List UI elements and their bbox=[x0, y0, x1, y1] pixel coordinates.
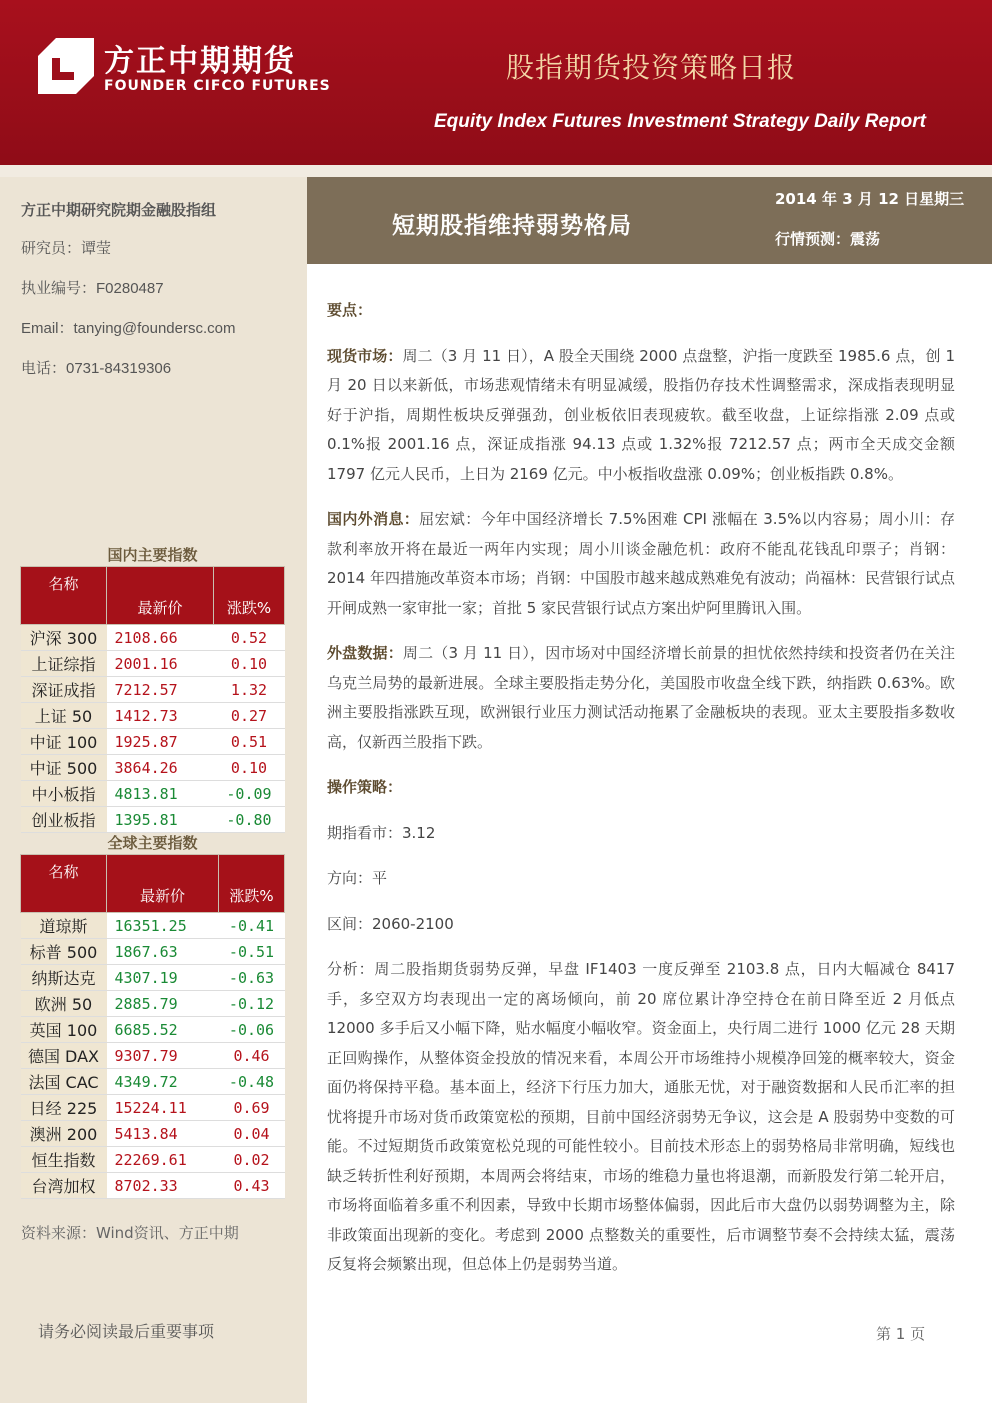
index-change: 0.04 bbox=[219, 1121, 285, 1147]
spot-label: 现货市场： bbox=[327, 346, 403, 365]
index-price: 7212.57 bbox=[107, 677, 214, 703]
index-change: 0.51 bbox=[213, 729, 284, 755]
table-row bbox=[21, 1173, 285, 1199]
email[interactable]: Email：tanying@foundersc.com bbox=[21, 320, 236, 337]
report-title-en: Equity Index Futures Investment Strategy Daily Report bbox=[434, 111, 926, 132]
index-price: 6685.52 bbox=[107, 1017, 219, 1043]
index-name: 标普 500 bbox=[21, 939, 107, 965]
table-row bbox=[21, 1147, 285, 1173]
report-headline: 短期股指维持弱势格局 bbox=[392, 213, 632, 239]
table-row bbox=[21, 781, 285, 807]
table-row bbox=[21, 625, 285, 651]
index-name: 深证成指 bbox=[21, 677, 107, 703]
index-price: 4349.72 bbox=[107, 1069, 219, 1095]
index-price: 2885.79 bbox=[107, 991, 219, 1017]
license-number: 执业编号：F0280487 bbox=[21, 280, 164, 297]
table-row bbox=[21, 1043, 285, 1069]
domestic-index-table bbox=[20, 566, 285, 833]
index-change: -0.51 bbox=[219, 939, 285, 965]
index-name: 恒生指数 bbox=[21, 1147, 107, 1173]
index-change: -0.12 bbox=[219, 991, 285, 1017]
index-name: 中小板指 bbox=[21, 781, 107, 807]
spot-text: 周二（3 月 11 日），A 股全天围绕 2000 点盘整，沪指一度跌至 1985.6 点，创 1 月 20 日以来新低，市场悲观情绪未有明显减缓，股指仍存技术性调整需求，深成指表现明显好于沪指，周期性板块反弹强劲，创业板依旧表现疲软。截至收盘，上证综指涨 2.09 点或 0.1%报 2001.16 点，深证成指涨 94.13 点或 1.32%报 7212.57 点；两市全天成交金额 1797 亿元人民币，上日为 2169 亿元。中小板指收盘涨 0.09%；创业板指跌 0.8%。 bbox=[327, 346, 955, 483]
index-price: 4307.19 bbox=[107, 965, 219, 991]
col-name: 名称 bbox=[21, 855, 107, 913]
brand-name-cn: 方正中期期货 bbox=[104, 44, 296, 79]
index-change: 0.10 bbox=[213, 651, 284, 677]
index-change: 0.02 bbox=[219, 1147, 285, 1173]
index-change: 0.10 bbox=[213, 755, 284, 781]
index-price: 8702.33 bbox=[107, 1173, 219, 1199]
report-date: 2014 年 3 月 12 日星期三 bbox=[775, 190, 965, 208]
table-row bbox=[21, 939, 285, 965]
report-body bbox=[327, 296, 955, 1280]
foreign-market-paragraph bbox=[327, 639, 955, 757]
news-label: 国内外消息： bbox=[327, 510, 420, 528]
index-price: 1867.63 bbox=[107, 939, 219, 965]
direction-line: 方向：平 bbox=[327, 869, 388, 887]
global-table-title: 全球主要指数 bbox=[107, 834, 198, 852]
index-name: 中证 500 bbox=[21, 755, 107, 781]
strategy-heading: 操作策略： bbox=[327, 778, 403, 796]
table-row bbox=[21, 651, 285, 677]
col-price: 最新价 bbox=[107, 855, 219, 913]
brand-name-en: FOUNDER CIFCO FUTURES bbox=[104, 78, 331, 94]
table-row bbox=[21, 1069, 285, 1095]
researcher: 研究员：谭莹 bbox=[21, 240, 112, 257]
global-index-table bbox=[20, 854, 285, 1199]
index-price: 2108.66 bbox=[107, 625, 214, 651]
index-name: 沪深 300 bbox=[21, 625, 107, 651]
analysis-paragraph: 分析：周二股指期货弱势反弹，早盘 IF1403 一度反弹至 2103.8 点，日内大幅减仓 8417 手，多空双方均表现出一定的离场倾向，前 20 席位累计净空持仓在前日降至近 2 月低点 12000 多手后又小幅下降，贴水幅度小幅收窄。资金面上，央行周二进行 1000 亿元 28 天期正回购操作，从整体资金投放的情况来看，本周公开市场维持小规模净回笼的概率较大，资金面仍将保持平稳。基本面上，经济下行压力加大，通胀无忧，对于融资数据和人民币汇率的担忧将提升市场对货币政策宽松的预期，目前中国经济弱势无争议，这会是 A 股弱势中变数的可能。不过短期货币政策宽松兑现的可能性较小。目前技术形态上的弱势格局非常明确，短线也缺乏转折性利好预期，本周两会将结束，市场的维稳力量也将退潮，而新股发行第二轮开启，市场将面临着多重不利因素，导致中长期市场整体偏弱，因此后市大盘仍以弱势调整为主，除非政策面出现新的变化。考虑到 2000 点整数关的重要性，后市调整节奏不会持续太猛，震荡反复将会频繁出现，但总体上仍是弱势当道。 bbox=[327, 960, 955, 1273]
index-change: 0.27 bbox=[213, 703, 284, 729]
index-change: -0.48 bbox=[219, 1069, 285, 1095]
index-change: -0.06 bbox=[219, 1017, 285, 1043]
table-row bbox=[21, 703, 285, 729]
table-row bbox=[21, 807, 285, 833]
col-change: 涨跌% bbox=[213, 567, 284, 625]
index-price: 4813.81 bbox=[107, 781, 214, 807]
index-price: 1925.87 bbox=[107, 729, 214, 755]
index-name: 道琼斯 bbox=[21, 913, 107, 939]
index-name: 创业板指 bbox=[21, 807, 107, 833]
founder-logo-icon bbox=[38, 38, 94, 94]
index-change: -0.41 bbox=[219, 913, 285, 939]
index-change: 0.43 bbox=[219, 1173, 285, 1199]
index-price: 9307.79 bbox=[107, 1043, 219, 1069]
index-price: 22269.61 bbox=[107, 1147, 219, 1173]
table-row bbox=[21, 991, 285, 1017]
index-change: -0.80 bbox=[213, 807, 284, 833]
header-divider bbox=[0, 165, 992, 177]
key-points-heading: 要点： bbox=[327, 301, 373, 319]
table-row bbox=[21, 913, 285, 939]
index-price: 1395.81 bbox=[107, 807, 214, 833]
table-row bbox=[21, 1017, 285, 1043]
news-text: 屈宏斌：今年中国经济增长 7.5%困难 CPI 涨幅在 3.5%以内容易；周小川：存款利率放开将在最近一两年内实现；周小川谈金融危机：政府不能乱花钱乱印票子；肖钢：2014 年四措施改革资本市场；肖钢：中国股市越来越成熟难免有波动；尚福林：民营银行试点开闸成熟一家审批一家；首批 5 家民营银行试点方案出炉阿里腾讯入围。 bbox=[327, 510, 955, 617]
index-price: 16351.25 bbox=[107, 913, 219, 939]
index-price: 15224.11 bbox=[107, 1095, 219, 1121]
index-name: 纳斯达克 bbox=[21, 965, 107, 991]
table-row bbox=[21, 1095, 285, 1121]
index-change: 0.46 bbox=[219, 1043, 285, 1069]
table-row bbox=[21, 677, 285, 703]
table-row bbox=[21, 1121, 285, 1147]
index-change: 1.32 bbox=[213, 677, 284, 703]
index-name: 欧洲 50 bbox=[21, 991, 107, 1017]
index-name: 上证 50 bbox=[21, 703, 107, 729]
index-name: 日经 225 bbox=[21, 1095, 107, 1121]
contract-line: 期指看市：3.12 bbox=[327, 823, 436, 842]
col-change: 涨跌% bbox=[219, 855, 285, 913]
foreign-label: 外盘数据： bbox=[327, 644, 403, 662]
phone: 电话：0731-84319306 bbox=[21, 360, 172, 377]
domestic-table-title: 国内主要指数 bbox=[107, 546, 198, 564]
foreign-text: 周二（3 月 11 日），因市场对中国经济增长前景的担忧依然持续和投资者仍在关注乌克兰局势的最新进展。全球主要股指走势分化，美国股市收盘全线下跌，纳指跌 0.63%。欧洲主要股指涨跌互现，欧洲银行业压力测试活动拖累了金融板块的表现。亚太主要股指多数收高，仅新西兰股指下跌。 bbox=[327, 644, 955, 751]
index-name: 中证 100 bbox=[21, 729, 107, 755]
news-paragraph bbox=[327, 505, 955, 623]
disclaimer-note: 请务必阅读最后重要事项 bbox=[38, 1322, 215, 1341]
col-name: 名称 bbox=[21, 567, 107, 625]
data-source: 资料来源：Wind资讯、方正中期 bbox=[21, 1224, 239, 1242]
index-change: 0.69 bbox=[219, 1095, 285, 1121]
col-price: 最新价 bbox=[107, 567, 214, 625]
index-change: -0.09 bbox=[213, 781, 284, 807]
index-name: 英国 100 bbox=[21, 1017, 107, 1043]
index-name: 法国 CAC bbox=[21, 1069, 107, 1095]
index-name: 德国 DAX bbox=[21, 1043, 107, 1069]
index-price: 2001.16 bbox=[107, 651, 214, 677]
table-row bbox=[21, 729, 285, 755]
index-price: 5413.84 bbox=[107, 1121, 219, 1147]
range-line: 区间：2060-2100 bbox=[327, 914, 454, 933]
table-row bbox=[21, 965, 285, 991]
report-title-cn: 股指期货投资策略日报 bbox=[506, 51, 797, 84]
table-row bbox=[21, 755, 285, 781]
page-number: 第 1 页 bbox=[876, 1325, 926, 1343]
index-name: 上证综指 bbox=[21, 651, 107, 677]
research-group: 方正中期研究院期金融股指组 bbox=[21, 201, 217, 219]
index-change: -0.63 bbox=[219, 965, 285, 991]
index-price: 3864.26 bbox=[107, 755, 214, 781]
index-price: 1412.73 bbox=[107, 703, 214, 729]
index-name: 台湾加权 bbox=[21, 1173, 107, 1199]
report-header bbox=[0, 0, 992, 165]
spot-market-paragraph bbox=[327, 342, 955, 490]
market-forecast: 行情预测：震荡 bbox=[775, 230, 881, 248]
index-name: 澳洲 200 bbox=[21, 1121, 107, 1147]
index-change: 0.52 bbox=[213, 625, 284, 651]
